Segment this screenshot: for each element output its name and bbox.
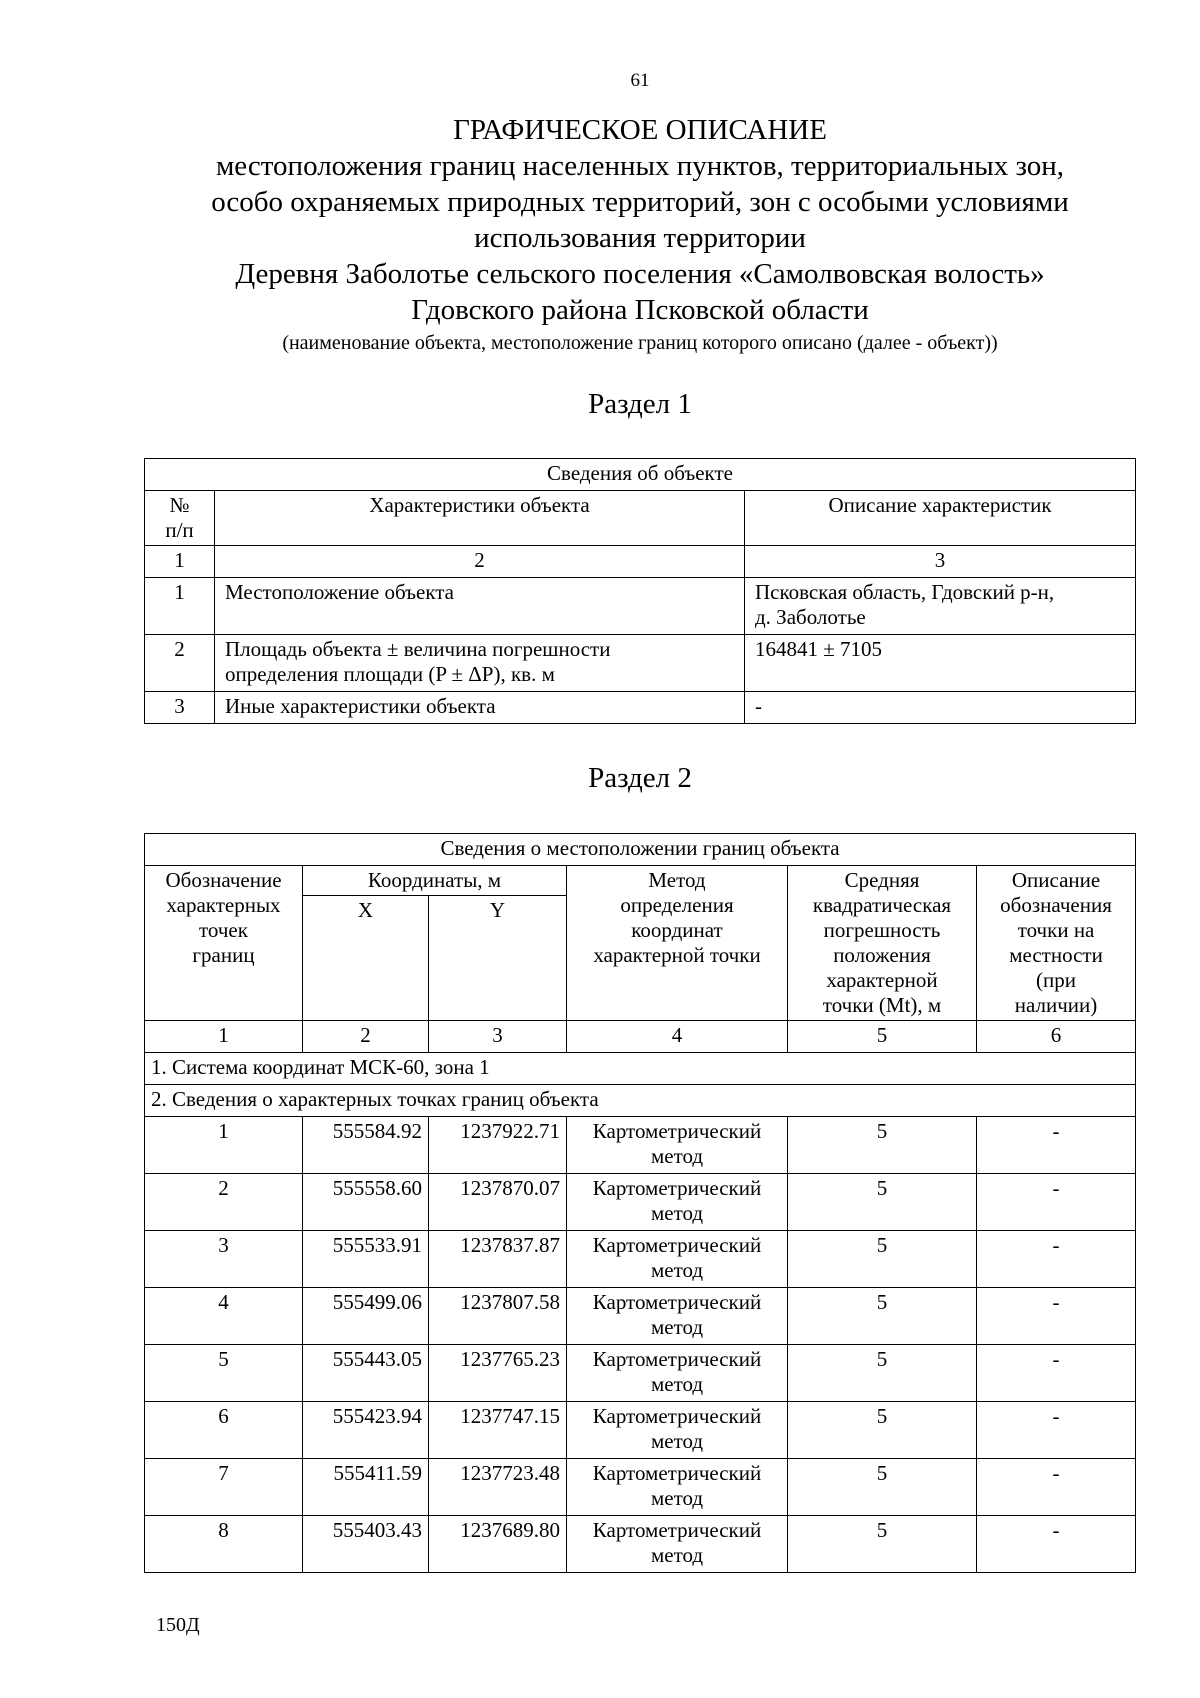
table-caption: Сведения о местоположении границ объекта xyxy=(145,834,1136,866)
points-heading-row: 2. Сведения о характерных точках границ объекта xyxy=(145,1085,1136,1117)
title-note: (наименование объекта, местоположение границ которого описано (далее - объект)) xyxy=(282,332,998,354)
column-header: № п/п xyxy=(145,491,215,546)
table-row xyxy=(145,1288,1136,1345)
column-number: 4 xyxy=(567,1021,788,1053)
table-row xyxy=(145,1345,1136,1402)
cell: 164841 ± 7105 xyxy=(745,635,1136,692)
method-cell: Картометрический метод xyxy=(567,1345,788,1402)
title-line: местоположения границ населенных пунктов, территориальных зон, xyxy=(215,150,1065,182)
coordinate-system-row: 1. Система координат МСК-60, зона 1 xyxy=(145,1053,1136,1085)
object-info-table xyxy=(144,458,1136,724)
description-cell: - xyxy=(977,1174,1136,1231)
point-number-cell: 6 xyxy=(145,1402,303,1459)
table-row xyxy=(145,1117,1136,1174)
description-cell: - xyxy=(977,1516,1136,1573)
error-cell: 5 xyxy=(788,1345,977,1402)
boundary-points-table xyxy=(144,833,1136,1573)
table-caption: Сведения об объекте xyxy=(145,459,1136,491)
error-cell: 5 xyxy=(788,1402,977,1459)
column-number: 5 xyxy=(788,1021,977,1053)
cell: 3 xyxy=(145,692,215,724)
column-number: 2 xyxy=(303,1021,429,1053)
column-header: Метод определения координат характерной точки xyxy=(567,866,788,1021)
x-cell: 555423.94 xyxy=(303,1402,429,1459)
column-number: 6 xyxy=(977,1021,1136,1053)
title-line: Гдовского района Псковской области xyxy=(411,294,869,326)
point-number-cell: 3 xyxy=(145,1231,303,1288)
y-cell: 1237837.87 xyxy=(429,1231,567,1288)
column-header: X xyxy=(303,896,429,1021)
point-number-cell: 1 xyxy=(145,1117,303,1174)
column-number: 3 xyxy=(745,546,1136,578)
error-cell: 5 xyxy=(788,1459,977,1516)
y-cell: 1237807.58 xyxy=(429,1288,567,1345)
x-cell: 555411.59 xyxy=(303,1459,429,1516)
error-cell: 5 xyxy=(788,1231,977,1288)
column-number: 2 xyxy=(215,546,745,578)
method-cell: Картометрический метод xyxy=(567,1117,788,1174)
table-row xyxy=(145,1231,1136,1288)
method-cell: Картометрический метод xyxy=(567,1231,788,1288)
cell: 1 xyxy=(145,578,215,635)
error-cell: 5 xyxy=(788,1174,977,1231)
error-cell: 5 xyxy=(788,1516,977,1573)
column-number: 1 xyxy=(145,1021,303,1053)
y-cell: 1237689.80 xyxy=(429,1516,567,1573)
y-cell: 1237922.71 xyxy=(429,1117,567,1174)
cell: Псковская область, Гдовский р-н, д. Заболотье xyxy=(745,578,1136,635)
cell: Площадь объекта ± величина погрешности определения площади (P ± ΔP), кв. м xyxy=(215,635,745,692)
y-cell: 1237747.15 xyxy=(429,1402,567,1459)
description-cell: - xyxy=(977,1345,1136,1402)
column-number: 3 xyxy=(429,1021,567,1053)
y-cell: 1237723.48 xyxy=(429,1459,567,1516)
point-number-cell: 8 xyxy=(145,1516,303,1573)
points-body xyxy=(145,1117,1136,1573)
method-cell: Картометрический метод xyxy=(567,1288,788,1345)
point-number-cell: 2 xyxy=(145,1174,303,1231)
title-line: особо охраняемых природных территорий, зон с особыми условиями xyxy=(211,186,1069,218)
cell: Иные характеристики объекта xyxy=(215,692,745,724)
table-row xyxy=(145,692,1136,724)
x-cell: 555584.92 xyxy=(303,1117,429,1174)
title-line: использования территории xyxy=(474,222,806,254)
point-number-cell: 4 xyxy=(145,1288,303,1345)
column-header: Координаты, м xyxy=(303,866,567,896)
title-line: Деревня Заболотье сельского поселения «Самолвовская волость» xyxy=(235,258,1045,290)
table-row xyxy=(145,1174,1136,1231)
column-header: Обозначение характерных точек границ xyxy=(145,866,303,1021)
cell: Местоположение объекта xyxy=(215,578,745,635)
x-cell: 555558.60 xyxy=(303,1174,429,1231)
section-2-title: Раздел 2 xyxy=(588,762,692,794)
table-row xyxy=(145,635,1136,692)
document-title-block xyxy=(0,112,1200,356)
column-header: Описание характеристик xyxy=(745,491,1136,546)
point-number-cell: 5 xyxy=(145,1345,303,1402)
document-title: ГРАФИЧЕСКОЕ ОПИСАНИЕ xyxy=(453,114,827,146)
method-cell: Картометрический метод xyxy=(567,1516,788,1573)
y-cell: 1237870.07 xyxy=(429,1174,567,1231)
description-cell: - xyxy=(977,1402,1136,1459)
column-header: Описание обозначения точки на местности (при наличии) xyxy=(977,866,1136,1021)
x-cell: 555443.05 xyxy=(303,1345,429,1402)
table-row xyxy=(145,1402,1136,1459)
cell: - xyxy=(745,692,1136,724)
x-cell: 555533.91 xyxy=(303,1231,429,1288)
method-cell: Картометрический метод xyxy=(567,1459,788,1516)
column-header: Средняя квадратическая погрешность положения характерной точки (Mt), м xyxy=(788,866,977,1021)
column-header: Характеристики объекта xyxy=(215,491,745,546)
x-cell: 555403.43 xyxy=(303,1516,429,1573)
point-number-cell: 7 xyxy=(145,1459,303,1516)
column-header: Y xyxy=(429,896,567,1021)
table-row xyxy=(145,1516,1136,1573)
method-cell: Картометрический метод xyxy=(567,1402,788,1459)
cell: 2 xyxy=(145,635,215,692)
description-cell: - xyxy=(977,1288,1136,1345)
footer-code: 150Д xyxy=(156,1614,200,1636)
error-cell: 5 xyxy=(788,1288,977,1345)
page-number: 61 xyxy=(630,70,650,91)
error-cell: 5 xyxy=(788,1117,977,1174)
table-row xyxy=(145,578,1136,635)
method-cell: Картометрический метод xyxy=(567,1174,788,1231)
table-row xyxy=(145,1459,1136,1516)
x-cell: 555499.06 xyxy=(303,1288,429,1345)
description-cell: - xyxy=(977,1117,1136,1174)
description-cell: - xyxy=(977,1231,1136,1288)
y-cell: 1237765.23 xyxy=(429,1345,567,1402)
column-number: 1 xyxy=(145,546,215,578)
section-1-title: Раздел 1 xyxy=(588,388,692,420)
description-cell: - xyxy=(977,1459,1136,1516)
